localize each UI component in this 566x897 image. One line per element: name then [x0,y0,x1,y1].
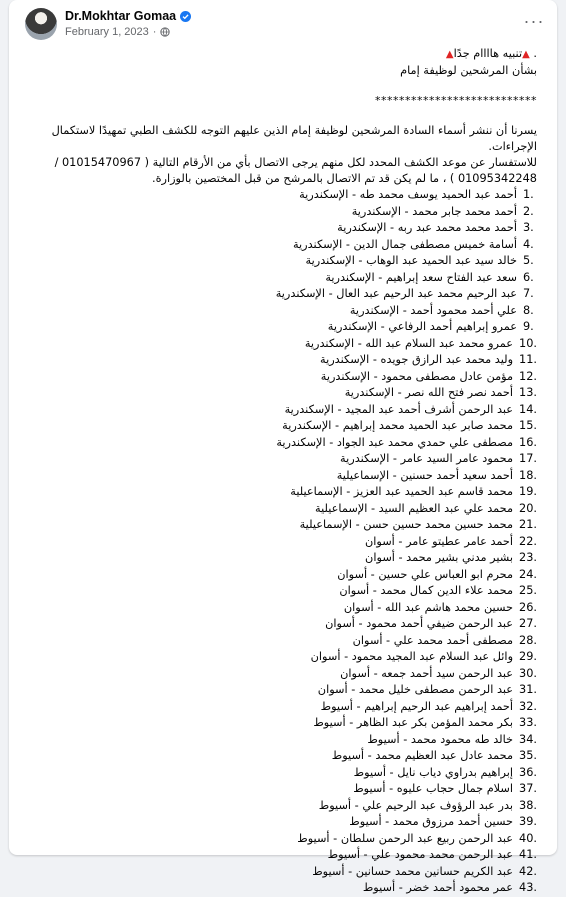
candidate-name: محمود عامر السيد عامر - الإسكندرية [340,452,514,465]
candidate-name: عمر محمود أحمد خضر - أسيوط [362,881,514,894]
verified-badge-icon [180,11,191,22]
list-item-number: 30. [519,666,537,680]
list-item-number: 23. [519,551,537,564]
list-item [25,600,537,617]
warning-triangle-icon: ▲ [522,49,530,60]
warning-triangle-icon: ▲ [445,49,454,60]
list-item [25,814,537,831]
more-options-icon: ··· [523,11,545,31]
list-item-number: 1. [523,188,534,201]
candidate-name: محمد عادل عبد العظيم محمد - أسيوط [331,749,514,762]
list-item [25,286,537,303]
list-item [25,781,537,798]
list-item-number: 39. [519,815,537,828]
post-body [25,46,537,897]
list-item-number: 25. [519,584,537,597]
intro-text: يسرنا أن ننشر أسماء السادة المرشحين لوظيفة إمام الذين عليهم التوجه للكشف الطبي تمهيدًا لاستكمال الإجراءات. [51,124,537,153]
list-item-number: 38. [519,798,537,812]
list-item-number: 31. [519,683,537,696]
list-item [25,880,537,897]
more-options-button[interactable] [523,10,545,32]
title-prefix: . [533,47,537,60]
candidate-name: إبراهيم بدراوي دياب نايل - أسيوط [353,765,514,779]
list-item-number: 33. [519,716,537,729]
candidate-name: سعد عبد الفتاح سعد إبراهيم - الإسكندرية [325,270,517,284]
list-item-number: 32. [519,699,537,713]
list-item-number: 36. [519,765,537,779]
candidate-name: عبد الرحمن محمد محمود علي - أسيوط [327,848,514,861]
candidate-name: وليد محمد عبد الرازق جويده - الإسكندرية [320,353,514,366]
candidate-name: علي أحمد محمود أحمد - الإسكندرية [349,303,517,317]
author-name-link[interactable] [65,9,191,23]
list-item [25,204,537,221]
separator-line: *************************** [375,94,537,107]
candidate-name: أحمد إبراهيم عبد الرحيم إبراهيم - أسيوط [320,699,514,713]
candidate-name: مصطفى علي حمدي محمد عبد الجواد - الإسكندرية [276,435,514,449]
list-item-number: 34. [519,732,537,746]
list-item [25,352,537,369]
candidate-name: أحمد نصر فتح الله نصر - الإسكندرية [344,386,514,399]
candidate-name: مصطفى أحمد محمد علي - أسوان [352,633,514,647]
list-item [25,435,537,452]
globe-icon [160,27,170,37]
list-item-number: 26. [519,600,537,614]
candidate-name: عبد الرحمن ضيفي أحمد محمود - أسوان [325,617,514,630]
candidate-name: أحمد سعيد أحمد حسنين - الإسماعيلية [336,468,514,482]
list-item [25,583,537,600]
list-item [25,567,537,584]
candidate-name: عبد الرحمن مصطفى خليل محمد - أسوان [317,683,514,696]
list-item-number: 17. [519,452,537,465]
list-item-number: 18. [519,468,537,482]
candidate-name: بدر عبد الرؤوف عبد الرحيم علي - أسيوط [318,798,514,812]
list-item [25,187,537,204]
list-item [25,253,537,270]
title-text: تنبيه هاااام جدًا [453,47,523,60]
candidate-name: اسلام جمال حجاب عليوه - أسيوط [353,782,514,795]
list-item [25,418,537,435]
list-item-number: 29. [519,650,537,663]
list-item [25,864,537,881]
list-item-number: 40. [519,831,537,845]
list-item [25,270,537,287]
candidate-name: أحمد عبد الحميد يوسف محمد طه - الإسكندرية [299,188,517,201]
post-card [9,0,557,894]
list-item-number: 9. [523,320,534,333]
list-item [25,385,537,402]
list-item [25,484,537,501]
list-item [25,732,537,749]
author-avatar[interactable] [25,8,57,40]
list-item [25,616,537,633]
list-item [25,501,537,518]
list-item [25,237,537,254]
candidate-name: خالد طه محمود محمد - أسيوط [367,732,514,746]
list-item-number: 21. [519,518,537,531]
candidate-name: أحمد محمد محمد عبد ربه - الإسكندرية [337,221,517,234]
candidate-name: مؤمن عادل مصطفى محمود - الإسكندرية [320,369,514,383]
list-item [25,303,537,320]
list-item [25,649,537,666]
list-item [25,682,537,699]
candidate-name: محمد صابر عبد الحميد محمد إبراهيم - الإسكندرية [282,419,514,432]
list-item-number: 41. [519,848,537,861]
list-item-number: 16. [519,435,537,449]
list-item-number: 43. [519,881,537,894]
list-item-number: 3. [523,221,534,234]
post-header [25,8,547,42]
list-item-number: 8. [523,303,534,317]
candidate-name: عبد الكريم حسانين محمد حسانين - أسيوط [312,864,514,878]
candidate-name: عبد الرحمن سيد أحمد جمعه - أسوان [340,666,514,680]
candidate-name: حسين أحمد مرزوق محمد - أسيوط [349,815,514,828]
list-item-number: 2. [523,204,534,218]
list-item-number: 11. [519,353,537,366]
list-item [25,468,537,485]
candidate-name: بكر محمد المؤمن بكر عبد الظاهر - أسيوط [313,716,514,729]
list-item-number: 20. [519,501,537,515]
list-item-number: 24. [519,567,537,581]
list-item [25,319,537,336]
list-item-number: 6. [523,270,534,284]
list-item [25,534,537,551]
list-item-number: 22. [519,534,537,548]
candidate-name: عبد الرحيم محمد عبد الرحيم عبد العال - الإسكندرية [275,287,517,300]
list-item [25,402,537,419]
list-item [25,847,537,864]
author-name: Dr.Mokhtar Gomaa [65,9,177,23]
candidate-name: محمد علاء الدين كمال محمد - أسوان [339,584,514,597]
list-item [25,748,537,765]
list-item-number: 7. [523,287,534,300]
meta-separator-dot: · [152,26,157,38]
list-item-number: 12. [519,369,537,383]
candidate-name: خالد سيد عبد الحميد عبد الوهاب - الإسكندرية [305,254,517,267]
candidate-name: عمرو إبراهيم أحمد الرفاعي - الإسكندرية [327,320,517,333]
list-item [25,451,537,468]
candidate-name: محمد علي عبد العظيم السيد - الإسماعيلية [315,501,514,515]
post-title-line1 [25,46,537,63]
list-item [25,517,537,534]
list-item-number: 27. [519,617,537,630]
list-item-number: 37. [519,782,537,795]
post-date[interactable]: February 1, 2023 [65,26,149,38]
list-item [25,765,537,782]
list-item [25,798,537,815]
list-item [25,633,537,650]
candidate-name: أحمد عامر عطيتو عامر - أسوان [364,534,514,548]
candidate-name: وائل عبد السلام عبد المجيد محمود - أسوان [310,650,514,663]
candidate-list [25,187,537,897]
candidate-name: أسامة خميس مصطفى جمال الدين - الإسكندرية [292,237,517,251]
list-item [25,220,537,237]
list-item-number: 13. [519,386,537,399]
list-item [25,550,537,567]
list-item-number: 5. [523,254,534,267]
list-item [25,336,537,353]
candidate-name: حسين محمد هاشم عبد الله - أسوان [343,600,514,614]
candidate-name: محمد قاسم عبد الحميد عبد العزيز - الإسماعيلية [290,485,514,498]
list-item-number: 42. [519,864,537,878]
candidate-name: محرم ابو العباس علي حسين - أسوان [337,567,514,581]
list-item-number: 15. [519,419,537,432]
candidate-name: عمرو محمد عبد السلام عبد الله - الإسكندرية [304,336,514,350]
list-item-number: 14. [519,402,537,416]
post-meta [65,26,170,38]
list-item [25,369,537,386]
contact-text: للاستفسار عن موعد الكشف المحدد لكل منهم يرجى الاتصال بأي من الأرقام التالية ( 01015470967 / 01095342248 ) ، ما لم يكن قد تم الاتصال بالمرشح من قبل المختصين بالوزارة. [54,156,537,185]
list-item [25,715,537,732]
candidate-name: أحمد محمد جابر محمد - الإسكندرية [351,204,517,218]
list-item-number: 35. [519,749,537,762]
post-title-line2: بشأن المرشحين لوظيفة إمام [400,64,537,77]
candidate-name: عبد الرحمن أشرف أحمد عبد المجيد - الإسكندرية [284,402,514,416]
list-item [25,666,537,683]
list-item-number: 4. [523,237,534,251]
list-item-number: 28. [519,633,537,647]
candidate-name: بشير مدني بشير محمد - أسوان [365,551,514,564]
list-item [25,831,537,848]
list-item [25,699,537,716]
list-item-number: 19. [519,485,537,498]
candidate-name: محمد حسين محمد حسين حسن - الإسماعيلية [299,518,514,531]
candidate-name: عبد الرحمن ربيع عبد الرحمن سلطان - أسيوط [297,831,514,845]
list-item-number: 10. [519,336,537,350]
